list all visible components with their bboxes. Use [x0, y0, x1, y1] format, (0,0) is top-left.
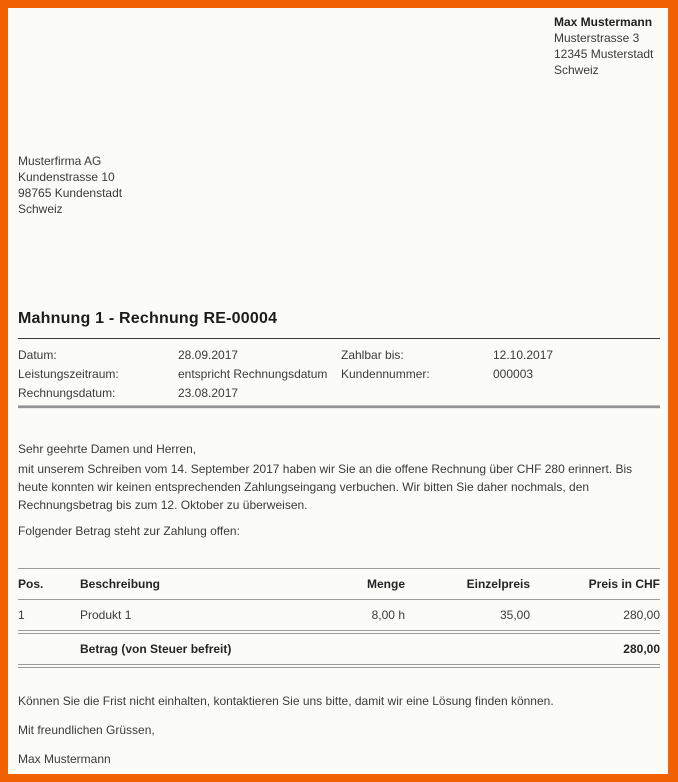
- reminder-paragraph: mit unserem Schreiben vom 14. September 2017 haben wir Sie an die offene Rechnung über CHF 280 erinnert. Bis heute konnten wir keinen entsprechenden Zahlungseingang verbuchen. Wir bitten Sie daher nochmals, den Rechnungsbetrag bis zum 12. Oktober zu überweisen.: [18, 462, 633, 512]
- sender-name: Max Mustermann: [554, 15, 653, 29]
- cell-pos: 1: [18, 608, 25, 622]
- cell-price: 280,00: [623, 608, 660, 622]
- recipient-city: 98765 Kundenstadt: [18, 186, 123, 200]
- invoice-meta-table: [18, 346, 660, 403]
- total-value: 280,00: [623, 642, 660, 656]
- meta-value-leistungszeitraum: entspricht Rechnungsdatum: [178, 367, 328, 381]
- table-row: [18, 600, 660, 630]
- recipient-company: Musterfirma AG: [18, 154, 102, 168]
- cell-quantity: 8,00 h: [371, 608, 405, 622]
- recipient-street: Kundenstrasse 10: [18, 170, 115, 184]
- meta-value-zahlbar-bis: 12.10.2017: [493, 348, 554, 362]
- header-menge: Menge: [366, 577, 405, 591]
- recipient-country: Schweiz: [18, 202, 63, 216]
- signature-name: Max Mustermann: [18, 752, 111, 766]
- section-divider: [18, 405, 660, 409]
- items-table: [18, 568, 660, 668]
- header-pos: Pos.: [18, 577, 44, 591]
- meta-label-rechnungsdatum: Rechnungsdatum:: [18, 386, 116, 400]
- sender-address-block: [554, 14, 653, 78]
- document-title: Mahnung 1 - Rechnung RE-00004: [18, 310, 278, 327]
- recipient-address-block: [18, 153, 122, 217]
- table-header-row: [18, 569, 660, 599]
- title-divider: [18, 338, 660, 339]
- total-label: Betrag (von Steuer befreit): [80, 642, 232, 656]
- table-bottom-rule: [18, 664, 660, 668]
- closing-line: Mit freundlichen Grüssen,: [18, 723, 155, 737]
- meta-value-datum: 28.09.2017: [178, 348, 239, 362]
- sender-city: 12345 Musterstadt: [554, 47, 654, 61]
- letter-content: [8, 8, 668, 774]
- sender-country: Schweiz: [554, 63, 599, 77]
- meta-label-datum: Datum:: [18, 348, 57, 362]
- meta-value-kundennummer: 000003: [493, 367, 534, 381]
- cell-description: Produkt 1: [80, 608, 132, 622]
- header-einzelpreis: Einzelpreis: [466, 577, 530, 591]
- meta-value-rechnungsdatum: 23.08.2017: [178, 386, 239, 400]
- meta-label-zahlbar-bis: Zahlbar bis:: [341, 348, 404, 362]
- meta-label-kundennummer: Kundennummer:: [341, 367, 430, 381]
- header-preis-chf: Preis in CHF: [588, 577, 660, 591]
- cell-unit-price: 35,00: [499, 608, 530, 622]
- salutation: Sehr geehrte Damen und Herren,: [18, 442, 197, 456]
- header-beschreibung: Beschreibung: [80, 577, 161, 591]
- sender-street: Musterstrasse 3: [554, 31, 640, 45]
- meta-label-leistungszeitraum: Leistungszeitraum:: [18, 367, 119, 381]
- table-total-row: [18, 634, 660, 664]
- footer-note: Können Sie die Frist nicht einhalten, kontaktieren Sie uns bitte, damit wir eine Lösung finden können.: [18, 694, 554, 708]
- open-amount-line: Folgender Betrag steht zur Zahlung offen:: [18, 524, 240, 538]
